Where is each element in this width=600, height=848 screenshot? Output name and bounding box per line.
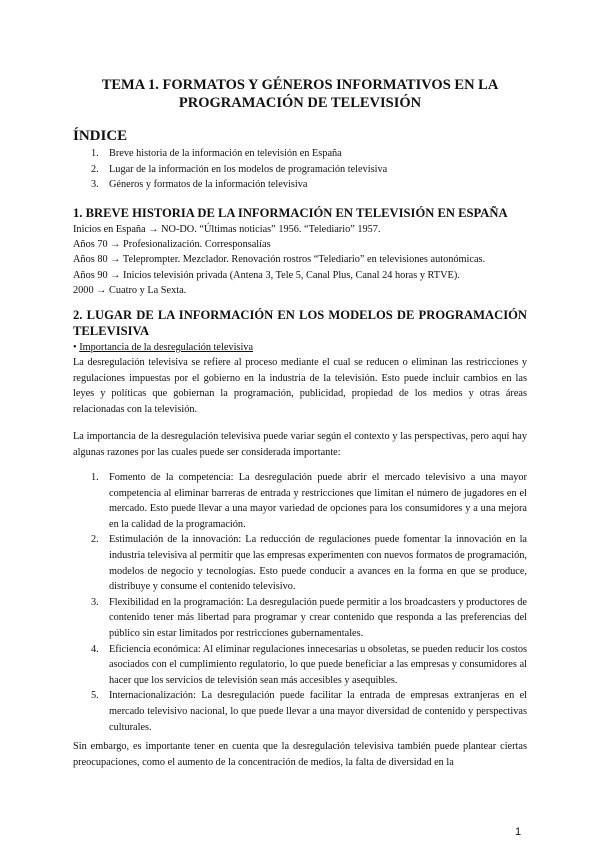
timeline-line: 2000 → Cuatro y La Sexta. — [73, 284, 187, 296]
bullet: • — [73, 342, 77, 353]
section-2-heading: 2. LUGAR DE LA INFORMACIÓN EN LOS MODELOS DE PROGRAMACIÓN TELEVISIVA — [73, 308, 527, 338]
reason-item: 4. Eficiencia económica: Al eliminar regulaciones innecesarias u obsoletas, se pueden reducir los costos asociados con el cumplimiento regulatorio, lo que puede beneficiar a las empresas y consumidores al hacer que los servicios de televisión sean más accesibles y asequibles. — [91, 643, 527, 686]
title-line-1: TEMA 1. FORMATOS Y GÉNEROS INFORMATIVOS EN LA — [101, 77, 499, 93]
index-list — [73, 146, 527, 193]
timeline-line: Años 80 → Teleprompter. Mezclador. Renovación rostros “Telediario” en televisiones autonómicas. — [73, 254, 486, 266]
index-item: 2. Lugar de la información en los modelos de programación televisiva — [91, 163, 388, 175]
timeline-line: Inicios en España → NO-DO. “Últimas noticias” 1956. “Telediario” 1957. — [73, 224, 381, 235]
reason-item: 5. Internacionalización: La desregulación puede facilitar la entrada de empresas extranjeras en el mercado televisivo nacional, lo que puede llevar a una mayor diversidad de contenido y perspectivas culturales. — [91, 690, 527, 733]
section-1-heading: 1. BREVE HISTORIA DE LA INFORMACIÓN EN TELEVISIÓN EN ESPAÑA — [73, 206, 508, 220]
index-heading: ÍNDICE — [73, 128, 128, 144]
reason-item: 2. Estimulación de la innovación: La reducción de regulaciones puede fomentar la innovación en la industria televisiva al permitir que las empresas experimenten con nuevos formatos de programación, modelos de negocio y tecnologías. Esto puede conducir a avances en la forma en que se produce, distribuye y consume el contenido televisivo. — [91, 534, 527, 593]
index-item: 3. Géneros y formatos de la información televisiva — [91, 179, 308, 190]
timeline-line: Años 90 → Inicios televisión privada (Antena 3, Tele 5, Canal Plus, Canal 24 horas y RTVE). — [73, 269, 460, 281]
reason-item: 1. Fomento de la competencia: La desregulación puede abrir el mercado televisivo a una mayor competencia al eliminar barreras de entrada y restricciones que limitan el número de jugadores en el mercado. Esto puede llevar a una mayor variedad de opciones para los consumidores y a una mejora en la calidad de la programación. — [91, 472, 527, 530]
subsection-heading — [73, 340, 253, 355]
paragraph: Sin embargo, es importante tener en cuenta que la desregulación televisiva también puede plantear ciertas preocupaciones, como el aumento de la concentración de medios, la falta de diversidad en la — [73, 741, 527, 768]
reason-item: 3. Flexibilidad en la programación: La desregulación puede permitir a los broadcasters y productores de contenido tener más libertad para programar y crear contenido que responda a las preferencias del público sin estar limitados por restricciones gubernamentales. — [91, 596, 527, 639]
history-timeline — [73, 222, 527, 298]
subsection-heading-text: Importancia de la desregulación televisiva — [79, 342, 254, 353]
timeline-line: Años 70 → Profesionalización. Corresponsalías — [73, 239, 271, 251]
document-title — [73, 76, 527, 112]
title-line-2: PROGRAMACIÓN DE TELEVISIÓN — [178, 95, 422, 111]
reasons-list — [73, 470, 527, 735]
paragraph: La desregulación televisiva se refiere al proceso mediante el cual se reducen o eliminan las restricciones y regulaciones impuestas por el gobierno en la industria de la televisión. Esto puede incluir cambios en las leyes y políticas que gobiernan la programación, publicidad, propiedad de los medios y otras áreas relacionadas con la televisión. — [73, 357, 527, 415]
paragraph: La importancia de la desregulación televisiva puede variar según el contexto y las perspectivas, pero aquí hay algunas razones por las cuales puede ser considerada importante: — [73, 431, 527, 458]
page-number: 1 — [515, 826, 522, 838]
index-item: 1. Breve historia de la información en televisión en España — [91, 148, 342, 159]
